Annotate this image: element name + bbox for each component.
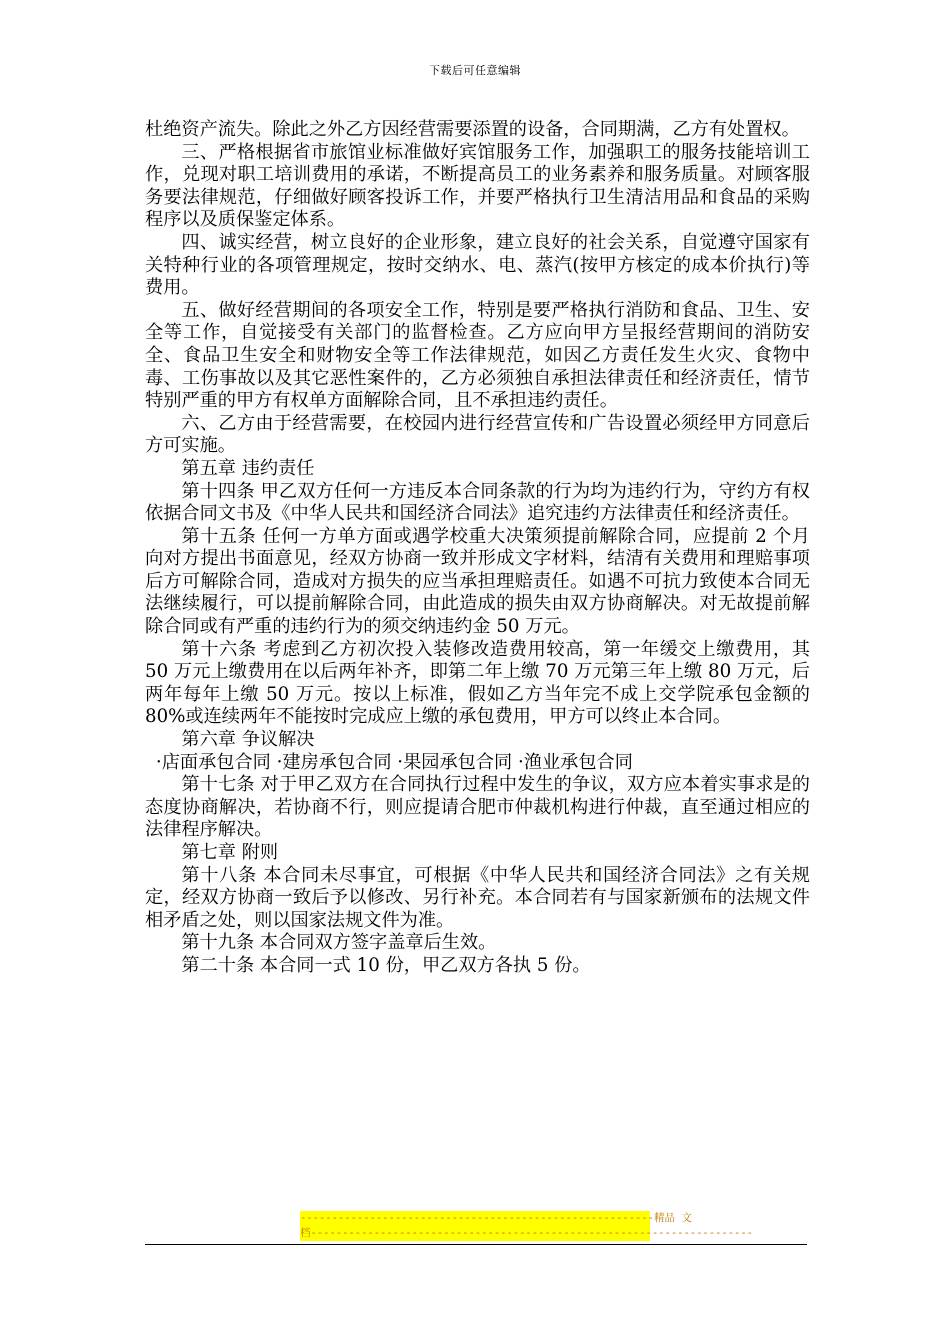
paragraph-article-19: 第十九条 本合同双方签字盖章后生效。 <box>181 932 497 954</box>
footer-banner-line: --------------------------------------------------------精品 文 <box>300 1212 692 1224</box>
paragraph-article-15: 第十五条 任何一方单方面或遇学校重大决策须提前解除合同，应提前 2 个月向对方提出书面意见，经双方协商一致并形成文字材料，结清有关费用和理赔事项后方可解除合同，造成对方损失的应当承担理赔责任。如遇不可抗力致使本合同无法继续履行，可以提前解除合同，由此造成的损失由双方协商解决。对无故提前解除合同或有严重的违约行为的须交纳违约金 50 万元。 <box>145 525 810 638</box>
paragraph-article-18: 第十八条 本合同未尽事宜，可根据《中华人民共和国经济合同法》之有关规定，经双方协商一致后予以修改、另行补充。本合同若有与国家新颁布的法规文件相矛盾之处，则以国家法规文件为准。 <box>145 864 810 931</box>
paragraph-article-17: 第十七条 对于甲乙双方在合同执行过程中发生的争议，双方应本着实事求是的态度协商解决，若协商不行，则应提请合肥市仲裁机构进行仲裁，直至通过相应的法律程序解决。 <box>145 774 810 841</box>
paragraph-clause-four: 四、诚实经营，树立良好的企业形象，建立良好的社会关系，自觉遵守国家有关特种行业的各项管理规定，按时交纳水、电、蒸汽(按甲方核定的成本价执行)等费用。 <box>145 231 810 299</box>
page-header-note: 下载后可任意编辑 <box>429 64 521 77</box>
related-contracts-list: ·店面承包合同 ·建房承包合同 ·果园承包合同 ·渔业承包合同 <box>155 751 633 773</box>
document-body <box>145 119 810 978</box>
chapter-heading-dispute: 第六章 争议解决 <box>181 729 315 751</box>
footer-divider <box>145 1244 807 1245</box>
chapter-heading-appendix: 第七章 附则 <box>181 842 279 863</box>
chapter-heading-breach: 第五章 违约责任 <box>181 457 315 479</box>
paragraph-clause-five: 五、做好经营期间的各项安全工作，特别是要严格执行消防和食品、卫生、安全等工作，自觉接受有关部门的监督检查。乙方应向甲方呈报经营期间的消防安全、食品卫生安全和财物安全等工作法律规范，如因乙方责任发生火灾、食物中毒、工伤事故以及其它恶性案件的，乙方必须独自承担法律责任和经济责任，情节特别严重的甲方有权单方面解除合同，且不承担违约责任。 <box>145 299 810 412</box>
footer-banner <box>300 1211 754 1241</box>
paragraph-article-20: 第二十条 本合同一式 10 份，甲乙双方各执 5 份。 <box>181 954 591 976</box>
paragraph-article-14: 第十四条 甲乙双方任何一方违反本合同条款的行为均为违约行为，守约方有权依据合同文书及《中华人民共和国经济合同法》追究违约方法律责任和经济责任。 <box>145 480 810 525</box>
paragraph-clause-three: 三、严格根据省市旅馆业标准做好宾馆服务工作，加强职工的服务技能培训工作，兑现对职工培训费用的承诺，不断提高员工的业务素养和服务质量。对顾客服务要法律规范，仔细做好顾客投诉工作，并要严格执行卫生清洁用品和食品的采购程序以及质保鉴定体系。 <box>145 141 810 231</box>
paragraph-clause-six: 六、乙方由于经营需要，在校园内进行经营宣传和广告设置必须经甲方同意后方可实施。 <box>145 412 810 457</box>
paragraph-asset-disposal: 杜绝资产流失。除此之外乙方因经营需要添置的设备，合同期满，乙方有处置权。 <box>145 119 800 140</box>
footer-banner-line: 档---------------------------------------------------------------------- <box>300 1227 754 1239</box>
paragraph-article-16: 第十六条 考虑到乙方初次投入装修改造费用较高，第一年缓交上缴费用，其 50 万元上缴费用在以后两年补齐，即第二年上缴 70 万元第三年上缴 80 万元，后两年每年上缴 50 万元。按以上标准，假如乙方当年完不成上交学院承包金额的 80%或连续两年不能按时完成应上缴的承包费用，甲方可以终止本合同。 <box>145 638 810 728</box>
